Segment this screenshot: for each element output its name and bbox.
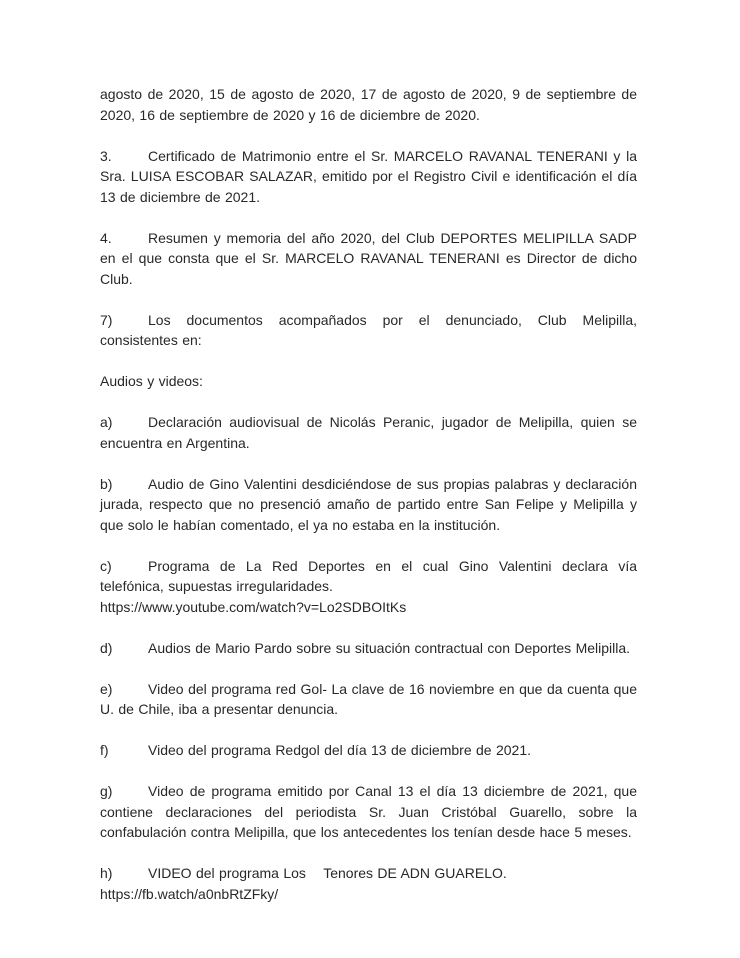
item-d: [100, 638, 637, 659]
paragraph-text: Programa de La Red Deportes en el cual Gino Valentini declara vía telefónica, supuestas irregularidades.: [100, 557, 637, 594]
paragraph-text: Audio de Gino Valentini desdiciéndose de sus propias palabras y declaración jurada, respecto que no presenció amaño de partido entre San Felipe y Melipilla y que solo le habían comentado, el ya no estaba en la institución.: [100, 475, 637, 533]
item-label: c): [100, 557, 112, 574]
heading-audios-videos: [100, 371, 637, 392]
item-f: [100, 740, 637, 761]
item-3: [100, 146, 637, 208]
fbwatch-url-text: https://fb.watch/a0nbRtZFky/: [100, 885, 279, 902]
paragraph-text: Certificado de Matrimonio entre el Sr. MARCELO RAVANAL TENERANI y la Sra. LUISA ESCOBAR SALAZAR, emitido por el Registro Civil e identificación el día 13 de diciembre de 2021.: [100, 147, 637, 205]
paragraph-text: Video del programa red Gol- La clave de 16 noviembre en que da cuenta que U. de Chile, iba a presentar denuncia.: [100, 680, 637, 717]
paragraph-text: VIDEO del programa Los Tenores DE ADN GUARELO.: [148, 865, 507, 881]
item-label: g): [100, 783, 113, 799]
item-label: f): [100, 742, 109, 758]
item-label: a): [100, 414, 113, 430]
paragraph-continuation-dates: [100, 84, 637, 125]
item-label: 4.: [100, 229, 112, 246]
item-g: [100, 781, 637, 843]
item-7: [100, 310, 637, 351]
youtube-url-text: https://www.youtube.com/watch?v=Lo2SDBOItKs: [100, 598, 407, 615]
paragraph-text: agosto de 2020, 15 de agosto de 2020, 17 de agosto de 2020, 9 de septiembre de 2020, 16 de septiembre de 2020 y 16 de diciembre de 2020.: [100, 86, 637, 123]
item-a: [100, 412, 637, 453]
item-4: [100, 228, 637, 290]
paragraph-text: Audios de Mario Pardo sobre su situación contractual con Deportes Melipilla.: [148, 639, 631, 656]
paragraph-text: Declaración audiovisual de Nicolás Peranic, jugador de Melipilla, quien se encuentra en Argentina.: [100, 414, 637, 451]
paragraph-text: Resumen y memoria del año 2020, del Club DEPORTES MELIPILLA SADP en el que consta que el Sr. MARCELO RAVANAL TENERANI es Director de dicho Club.: [100, 229, 637, 287]
item-label: 7): [100, 311, 113, 328]
item-label: h): [100, 865, 113, 881]
item-label: e): [100, 680, 113, 697]
item-e: [100, 679, 637, 720]
paragraph-text: Los documentos acompañados por el denunciado, Club Melipilla, consistentes en:: [100, 311, 637, 348]
item-label: 3.: [100, 147, 112, 164]
item-h: [100, 863, 637, 904]
item-c: [100, 556, 637, 618]
paragraph-text: Audios y videos:: [100, 373, 203, 389]
paragraph-text: Video del programa Redgol del día 13 de diciembre de 2021.: [148, 742, 531, 758]
item-label: d): [100, 639, 113, 656]
item-label: b): [100, 475, 113, 492]
paragraph-text: Video de programa emitido por Canal 13 el día 13 diciembre de 2021, que contiene declaraciones del periodista Sr. Juan Cristóbal Guarello, sobre la confabulación contra Melipilla, que los antecedentes los tenían desde hace 5 meses.: [100, 783, 637, 840]
item-b: [100, 474, 637, 536]
